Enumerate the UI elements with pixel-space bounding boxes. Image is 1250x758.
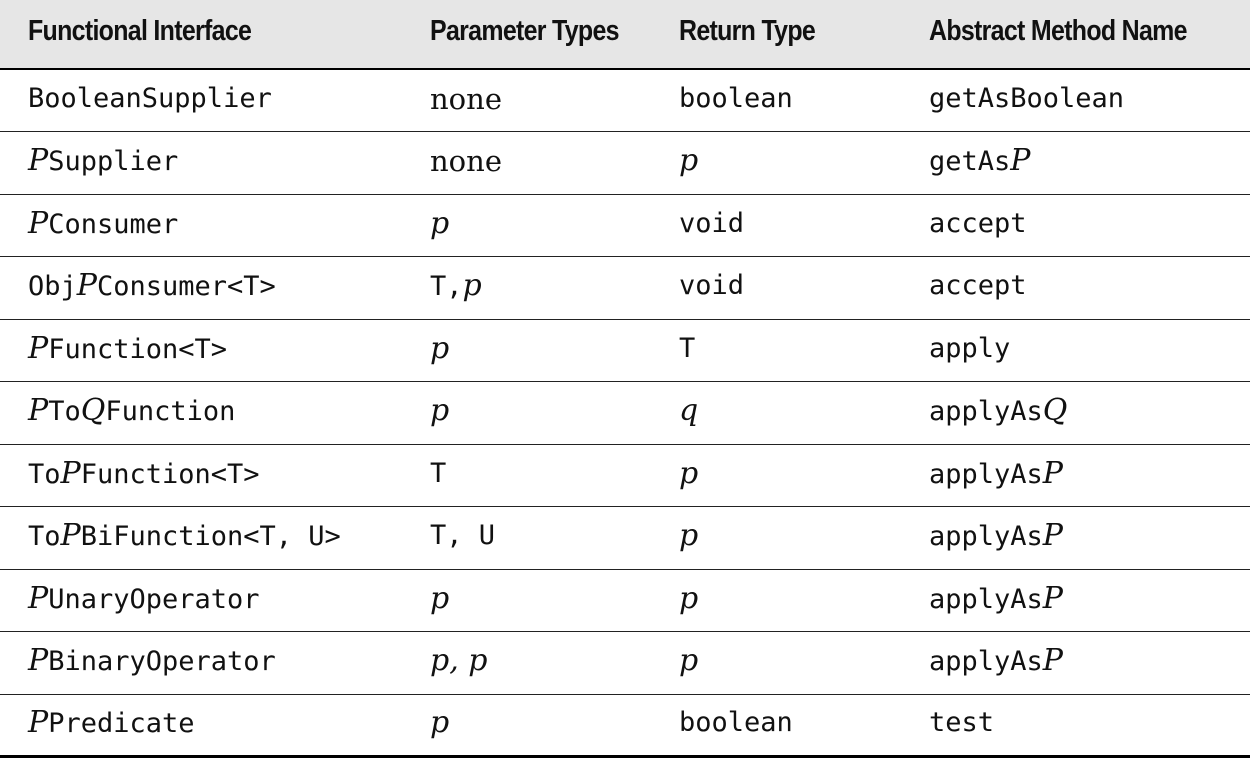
cell-return-type-text xyxy=(679,518,698,553)
cell-parameter-types xyxy=(402,507,651,570)
cell-functional-interface-text xyxy=(28,581,260,616)
cell-abstract-method-name-text xyxy=(929,456,1063,491)
text-segment: T, xyxy=(430,271,463,303)
text-segment: T xyxy=(430,457,447,489)
header-parameter-types xyxy=(402,0,651,69)
text-segment: applyAs xyxy=(929,583,1043,615)
cell-return-type-text xyxy=(679,208,744,239)
text-segment: P xyxy=(28,205,49,241)
table-row xyxy=(0,257,1250,320)
cell-parameter-types-text xyxy=(430,705,449,740)
text-segment: p xyxy=(430,205,450,241)
text-segment: P xyxy=(28,705,49,741)
cell-return-type-text xyxy=(679,333,695,364)
cell-abstract-method-name xyxy=(901,319,1250,382)
text-segment: To xyxy=(28,521,61,553)
text-segment: T xyxy=(679,332,696,364)
table-row xyxy=(0,632,1250,695)
cell-parameter-types xyxy=(402,319,651,382)
text-segment: Q xyxy=(80,393,106,429)
cell-return-type xyxy=(651,69,901,132)
text-segment: q xyxy=(679,393,699,429)
text-segment: Function<T> xyxy=(48,333,227,365)
text-segment: P xyxy=(76,268,97,304)
text-segment: apply xyxy=(929,332,1011,364)
cell-functional-interface xyxy=(0,319,402,382)
text-segment: boolean xyxy=(679,707,793,739)
cell-return-type xyxy=(651,569,901,632)
cell-return-type-text xyxy=(679,83,793,114)
cell-functional-interface xyxy=(0,194,402,257)
cell-parameter-types xyxy=(402,569,651,632)
text-segment: p xyxy=(462,268,482,304)
header-functional-interface xyxy=(0,0,402,69)
text-segment: P xyxy=(1042,518,1063,554)
text-segment: T, U xyxy=(430,520,496,552)
text-segment: p xyxy=(430,330,450,366)
cell-abstract-method-name xyxy=(901,507,1250,570)
table-row xyxy=(0,319,1250,382)
cell-return-type-text xyxy=(679,643,698,678)
text-segment: Function xyxy=(105,396,236,428)
text-segment: To xyxy=(48,396,81,428)
text-segment: applyAs xyxy=(929,646,1043,678)
cell-abstract-method-name xyxy=(901,694,1250,757)
cell-parameter-types-text xyxy=(430,331,449,366)
text-segment: P xyxy=(28,143,49,179)
cell-return-type-text xyxy=(679,393,698,428)
text-segment: p xyxy=(679,143,699,179)
text-segment: P xyxy=(28,330,49,366)
cell-parameter-types xyxy=(402,694,651,757)
cell-return-type xyxy=(651,632,901,695)
cell-abstract-method-name-text xyxy=(929,393,1067,428)
text-segment: void xyxy=(679,270,745,302)
text-segment: none xyxy=(430,81,502,116)
cell-return-type xyxy=(651,507,901,570)
text-segment: P xyxy=(60,518,81,554)
cell-abstract-method-name xyxy=(901,382,1250,445)
text-segment: p xyxy=(430,580,450,616)
text-segment: Predicate xyxy=(48,708,195,740)
cell-functional-interface xyxy=(0,507,402,570)
cell-abstract-method-name xyxy=(901,257,1250,320)
cell-functional-interface-text xyxy=(28,143,178,178)
text-segment: Obj xyxy=(28,271,77,303)
table-body xyxy=(0,69,1250,757)
table-header-row xyxy=(0,0,1250,69)
text-segment: Q xyxy=(1042,393,1068,429)
text-segment: BinaryOperator xyxy=(48,646,276,678)
cell-abstract-method-name xyxy=(901,569,1250,632)
cell-parameter-types-text xyxy=(430,144,502,178)
text-segment: p, p xyxy=(430,643,488,679)
text-segment: applyAs xyxy=(929,521,1043,553)
cell-functional-interface-text xyxy=(28,268,276,303)
cell-parameter-types xyxy=(402,194,651,257)
cell-parameter-types-text xyxy=(430,393,449,428)
cell-return-type xyxy=(651,382,901,445)
cell-return-type xyxy=(651,194,901,257)
header-functional-interface-label: Functional Interface xyxy=(28,14,252,47)
table-row xyxy=(0,69,1250,132)
text-segment: p xyxy=(679,643,699,679)
text-segment: P xyxy=(28,580,49,616)
text-segment: P xyxy=(1042,455,1063,491)
cell-functional-interface xyxy=(0,382,402,445)
cell-parameter-types-text xyxy=(430,520,495,551)
cell-return-type xyxy=(651,319,901,382)
cell-abstract-method-name-text xyxy=(929,333,1010,364)
text-segment: BooleanSupplier xyxy=(28,83,272,114)
cell-functional-interface-text xyxy=(28,518,341,553)
cell-abstract-method-name-text xyxy=(929,581,1063,616)
cell-return-type xyxy=(651,694,901,757)
cell-functional-interface xyxy=(0,132,402,195)
text-segment: BiFunction<T, U> xyxy=(80,521,341,553)
cell-parameter-types-text xyxy=(430,206,449,241)
cell-return-type-text xyxy=(679,707,793,738)
cell-abstract-method-name-text xyxy=(929,270,1027,301)
cell-functional-interface xyxy=(0,694,402,757)
cell-return-type-text xyxy=(679,143,698,178)
cell-abstract-method-name xyxy=(901,132,1250,195)
cell-parameter-types xyxy=(402,444,651,507)
text-segment: applyAs xyxy=(929,396,1043,428)
cell-abstract-method-name-text xyxy=(929,83,1124,114)
header-abstract-method-name-label: Abstract Method Name xyxy=(929,14,1187,47)
cell-functional-interface-text xyxy=(28,83,272,114)
text-segment: Function<T> xyxy=(80,458,260,490)
text-segment: P xyxy=(1010,143,1031,179)
text-segment: p xyxy=(679,580,699,616)
cell-abstract-method-name xyxy=(901,69,1250,132)
text-segment: applyAs xyxy=(929,458,1043,490)
table-header xyxy=(0,0,1250,69)
text-segment: P xyxy=(28,643,49,679)
cell-functional-interface xyxy=(0,632,402,695)
table-row xyxy=(0,194,1250,257)
header-parameter-types-label: Parameter Types xyxy=(430,14,619,47)
text-segment: P xyxy=(60,455,81,491)
cell-return-type xyxy=(651,257,901,320)
cell-functional-interface-text xyxy=(28,393,235,428)
table-row xyxy=(0,507,1250,570)
text-segment: Supplier xyxy=(48,146,179,178)
cell-abstract-method-name xyxy=(901,444,1250,507)
header-return-type-label: Return Type xyxy=(679,14,816,47)
text-segment: getAs xyxy=(929,146,1011,178)
cell-functional-interface-text xyxy=(28,643,276,678)
text-segment: accept xyxy=(929,207,1027,239)
cell-return-type-text xyxy=(679,456,698,491)
cell-abstract-method-name xyxy=(901,194,1250,257)
cell-functional-interface-text xyxy=(28,456,260,491)
header-abstract-method-name xyxy=(901,0,1250,69)
text-segment: p xyxy=(679,518,699,554)
cell-return-type xyxy=(651,444,901,507)
cell-return-type-text xyxy=(679,581,698,616)
text-segment: none xyxy=(430,143,502,178)
cell-abstract-method-name-text xyxy=(929,518,1063,553)
cell-parameter-types xyxy=(402,69,651,132)
cell-functional-interface xyxy=(0,257,402,320)
text-segment: UnaryOperator xyxy=(48,583,260,615)
cell-abstract-method-name-text xyxy=(929,643,1063,678)
text-segment: getAsBoolean xyxy=(929,83,1125,114)
cell-parameter-types-text xyxy=(430,268,482,303)
cell-parameter-types xyxy=(402,382,651,445)
cell-abstract-method-name xyxy=(901,632,1250,695)
cell-return-type-text xyxy=(679,270,744,301)
text-segment: void xyxy=(679,207,745,239)
text-segment: p xyxy=(430,393,450,429)
cell-functional-interface xyxy=(0,569,402,632)
text-segment: Consumer<T> xyxy=(96,271,276,303)
cell-functional-interface xyxy=(0,444,402,507)
cell-parameter-types xyxy=(402,132,651,195)
cell-abstract-method-name-text xyxy=(929,208,1027,239)
text-segment: p xyxy=(679,455,699,491)
cell-parameter-types xyxy=(402,257,651,320)
text-segment: P xyxy=(1042,580,1063,616)
text-segment: accept xyxy=(929,270,1027,302)
table-row xyxy=(0,694,1250,757)
cell-functional-interface-text xyxy=(28,705,195,740)
cell-parameter-types xyxy=(402,632,651,695)
cell-parameter-types-text xyxy=(430,82,502,116)
table-row xyxy=(0,569,1250,632)
text-segment: P xyxy=(28,393,49,429)
text-segment: To xyxy=(28,458,61,490)
table-row xyxy=(0,382,1250,445)
cell-functional-interface xyxy=(0,69,402,132)
text-segment: test xyxy=(929,707,995,739)
cell-parameter-types-text xyxy=(430,581,449,616)
cell-parameter-types-text xyxy=(430,643,487,678)
cell-functional-interface-text xyxy=(28,206,178,241)
cell-return-type xyxy=(651,132,901,195)
cell-functional-interface-text xyxy=(28,331,227,366)
table-row xyxy=(0,132,1250,195)
table-row xyxy=(0,444,1250,507)
cell-parameter-types-text xyxy=(430,458,446,489)
cell-abstract-method-name-text xyxy=(929,143,1030,178)
text-segment: Consumer xyxy=(48,208,179,240)
cell-abstract-method-name-text xyxy=(929,707,994,738)
text-segment: p xyxy=(430,705,450,741)
text-segment: boolean xyxy=(679,83,793,114)
text-segment: P xyxy=(1042,643,1063,679)
header-return-type xyxy=(651,0,901,69)
